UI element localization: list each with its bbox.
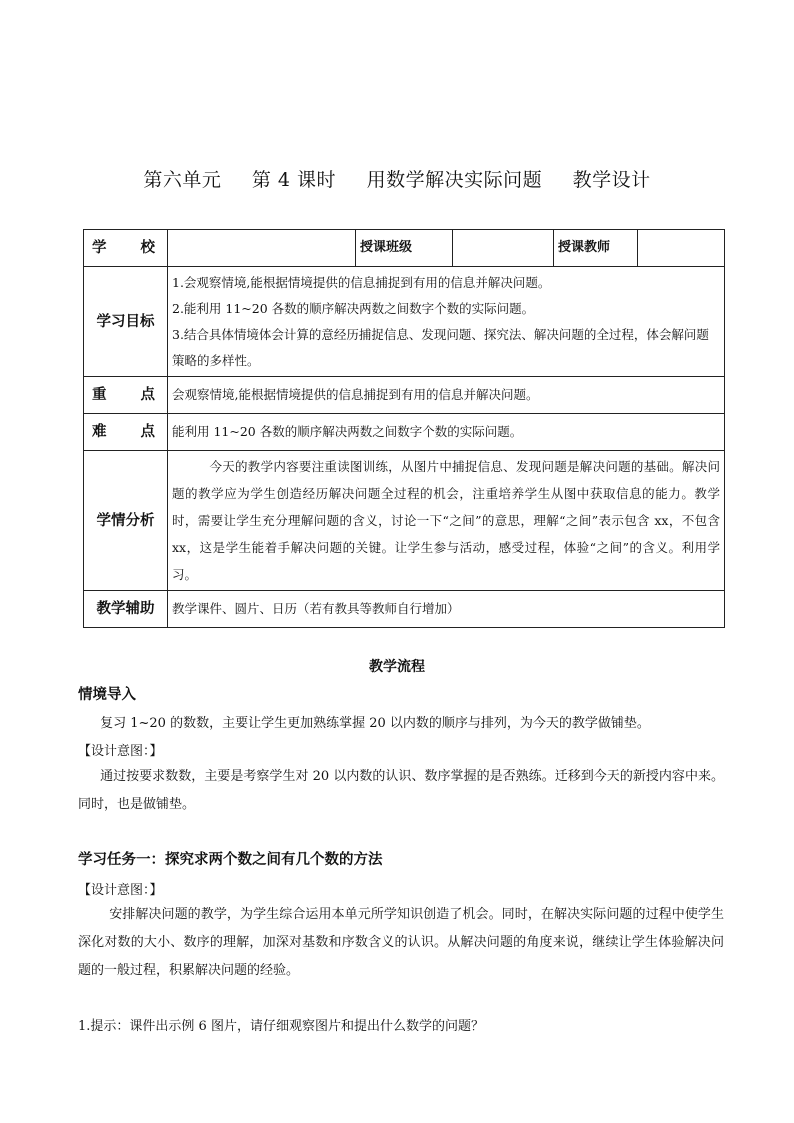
title-topic: 用数学解决实际问题	[366, 169, 543, 191]
aids-label: 教学辅助	[84, 591, 168, 628]
goal-item: 1.会观察情境,能根据情境提供的信息捕捉到有用的信息并解决问题。	[172, 274, 551, 290]
difficulty-label: 难 点	[84, 414, 168, 451]
goal-item: 2.能利用 11~20 各数的顺序解决两数之间数字个数的实际问题。	[172, 300, 535, 316]
intro-section	[78, 683, 724, 819]
class-label: 授课班级	[356, 230, 453, 267]
intro-heading: 情境导入	[78, 686, 136, 703]
hint-text: 1.提示：课件出示例 6 图片，请仔细观察图片和提出什么数学的问题？	[78, 1019, 484, 1034]
goals-cell	[168, 267, 725, 377]
title-lesson: 第 4 课时	[251, 169, 337, 191]
analysis-text: 今天的教学内容要注重读图训练，从图片中捕捉信息、发现问题是解决问题的基础。解决问题的教学应为学生创造经历解决问题全过程的机会，注重培养学生从图中获取信息的能力。教学时，需要让学生充分理解问题的含义，讨论一下“之间”的意思，理解“之间”表示包含 xx，不包含 xx，这是学生能着手解决问题的关键。让学生参与活动，感受过程，体验“之间”的含义。利用学习。	[168, 451, 725, 591]
intent-text: 通过按要求数数，主要是考察学生对 20 以内数的认识、数序掌握的是否熟练。迁移到今天的新授内容中来。同时，也是做铺垫。	[78, 769, 724, 812]
key-points-text: 会观察情境,能根据情境提供的信息捕捉到有用的信息并解决问题。	[168, 377, 725, 414]
task1-heading: 学习任务一：探究求两个数之间有几个数的方法	[78, 851, 383, 868]
flow-title: 教学流程	[369, 659, 425, 675]
title-unit: 第六单元	[143, 169, 222, 191]
title-kind: 教学设计	[572, 169, 651, 191]
school-value[interactable]	[168, 230, 356, 267]
document-title	[0, 165, 794, 192]
difficulty-text: 能利用 11~20 各数的顺序解决两数之间数字个数的实际问题。	[168, 414, 725, 451]
teacher-value[interactable]	[638, 230, 725, 267]
class-value[interactable]	[453, 230, 554, 267]
teacher-label: 授课教师	[554, 230, 638, 267]
analysis-label: 学情分析	[84, 451, 168, 591]
intro-text: 复习 1~20 的数数，主要让学生更加熟练掌握 20 以内数的顺序与排列，为今天的教学做铺垫。	[100, 716, 650, 731]
intent-label: 【设计意图：】	[78, 883, 163, 898]
intent-label: 【设计意图：】	[78, 744, 163, 759]
key-points-label: 重 点	[84, 377, 168, 414]
task1-section	[78, 848, 724, 985]
goals-label: 学习目标	[84, 267, 168, 377]
goal-item: 3.结合具体情境体会计算的意经历捕捉信息、发现问题、探究法、解决问题的全过程，体会解问题策略的多样性。	[172, 326, 709, 368]
intent-text: 安排解决问题的教学，为学生综合运用本单元所学知识创造了机会。同时，在解决实际问题的过程中使学生深化对数的大小、数序的理解，加深对基数和序数含义的认识。从解决问题的角度来说，继续让学生体验解决问题的一般过程，积累解决问题的经验。	[78, 907, 724, 978]
school-label: 学 校	[84, 230, 168, 267]
hint-line	[78, 1015, 724, 1034]
aids-text: 教学课件、圆片、日历（若有教具等教师自行增加）	[168, 591, 725, 628]
lesson-info-table	[83, 229, 725, 628]
